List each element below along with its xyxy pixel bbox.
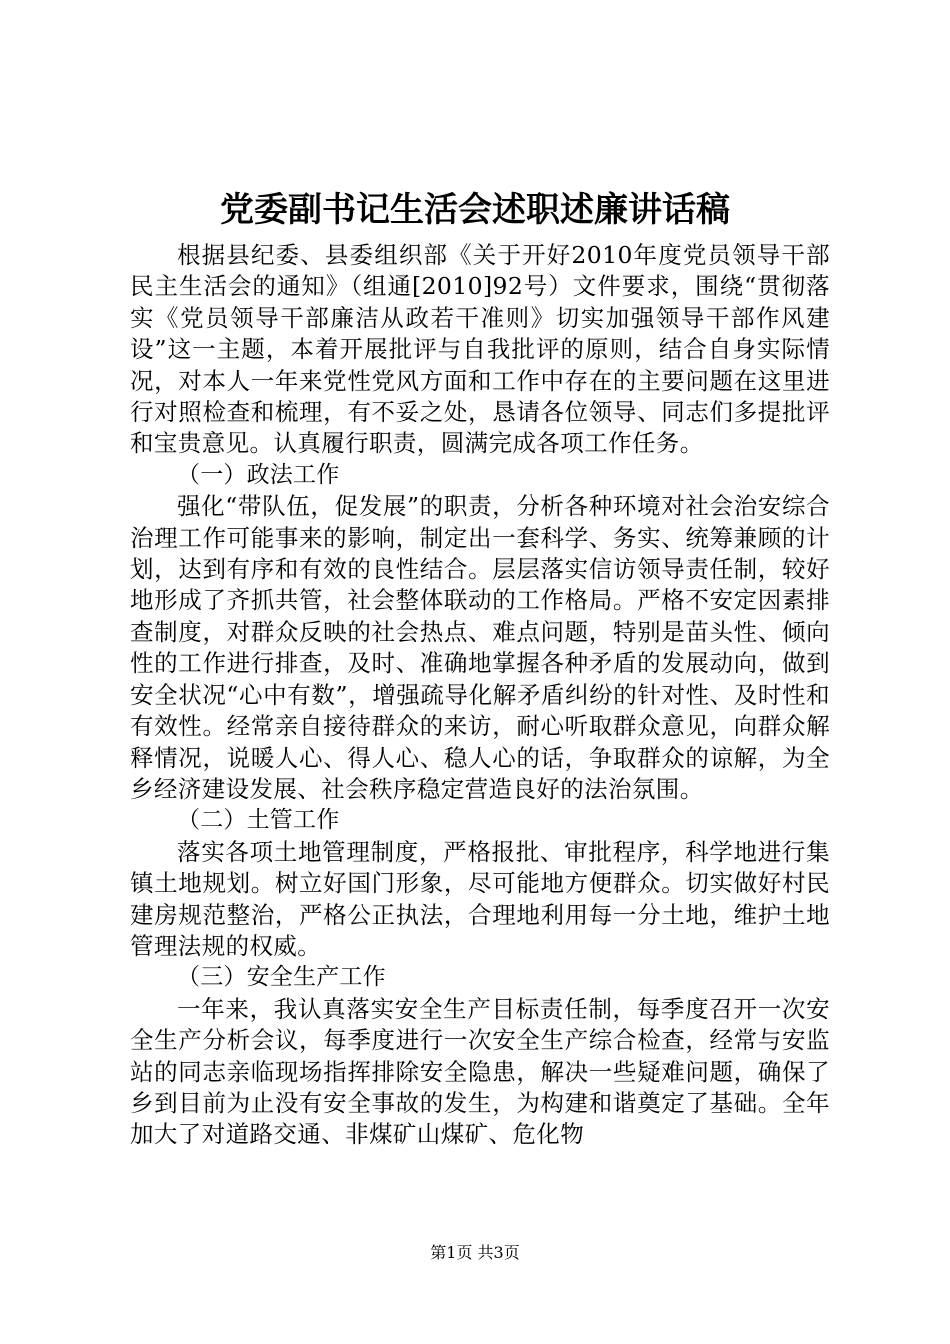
document-title: 党委副书记生活会述职述廉讲话稿: [220, 190, 730, 230]
section-paragraph-land-management: 落实各项土地管理制度，严格报批、审批程序，科学地进行集镇土地规划。树立好国门形象，尽可能地方便群众。切实做好村民建房规范整治，严格公正执法，合理地利用每一分土地，维护土地管理法规的权威。: [130, 837, 830, 960]
section-heading-politics-law: （一）政法工作: [177, 461, 340, 488]
section-heading-work-safety: （三）安全生产工作: [177, 964, 386, 991]
section-heading-land-management: （二）土管工作: [177, 807, 340, 834]
page-footer: 第1页 共3页: [430, 1243, 520, 1262]
section-paragraph-work-safety: 一年来，我认真落实安全生产目标责任制，每季度召开一次安全生产分析会议，每季度进行一次安全生产综合检查，经常与安监站的同志亲临现场指挥排除安全隐患，解决一些疑难问题，确保了乡到目前为止没有安全事故的发生，为构建和谐奠定了基础。全年加大了对道路交通、非煤矿山煤矿、危化物: [130, 994, 830, 1149]
section-paragraph-politics-law: 强化“带队伍，促发展”的职责，分析各种环境对社会治安综合治理工作可能事来的影响，制定出一套科学、务实、统筹兼顾的计划，达到有序和有效的良性结合。层层落实信访领导责任制，较好地形成了齐抓共管，社会整体联动的工作格局。严格不安定因素排查制度，对群众反映的社会热点、难点问题，特别是苗头性、倾向性的工作进行排查，及时、准确地掌握各种矛盾的发展动向，做到安全状况“心中有数”，增强疏导化解矛盾纠纷的针对性、及时性和有效性。经常亲自接待群众的来访，耐心听取群众意见，向群众解释情况，说暖人心、得人心、稳人心的话，争取群众的谅解，为全乡经济建设发展、社会秩序稳定营造良好的法治氛围。: [130, 492, 830, 803]
intro-paragraph: 根据县纪委、县委组织部《关于开好2010年度党员领导干部民主生活会的通知》（组通[2010]92号）文件要求，围绕“贯彻落实《党员领导干部廉洁从政若干准则》切实加强领导干部作风建设”这一主题，本着开展批评与自我批评的原则，结合自身实际情况，对本人一年来党性党风方面和工作中存在的主要问题在这里进行对照检查和梳理，有不妥之处，恳请各位领导、同志们多提批评和宝贵意见。认真履行职责，圆满完成各项工作任务。: [130, 241, 830, 458]
document-body: [130, 240, 830, 1151]
